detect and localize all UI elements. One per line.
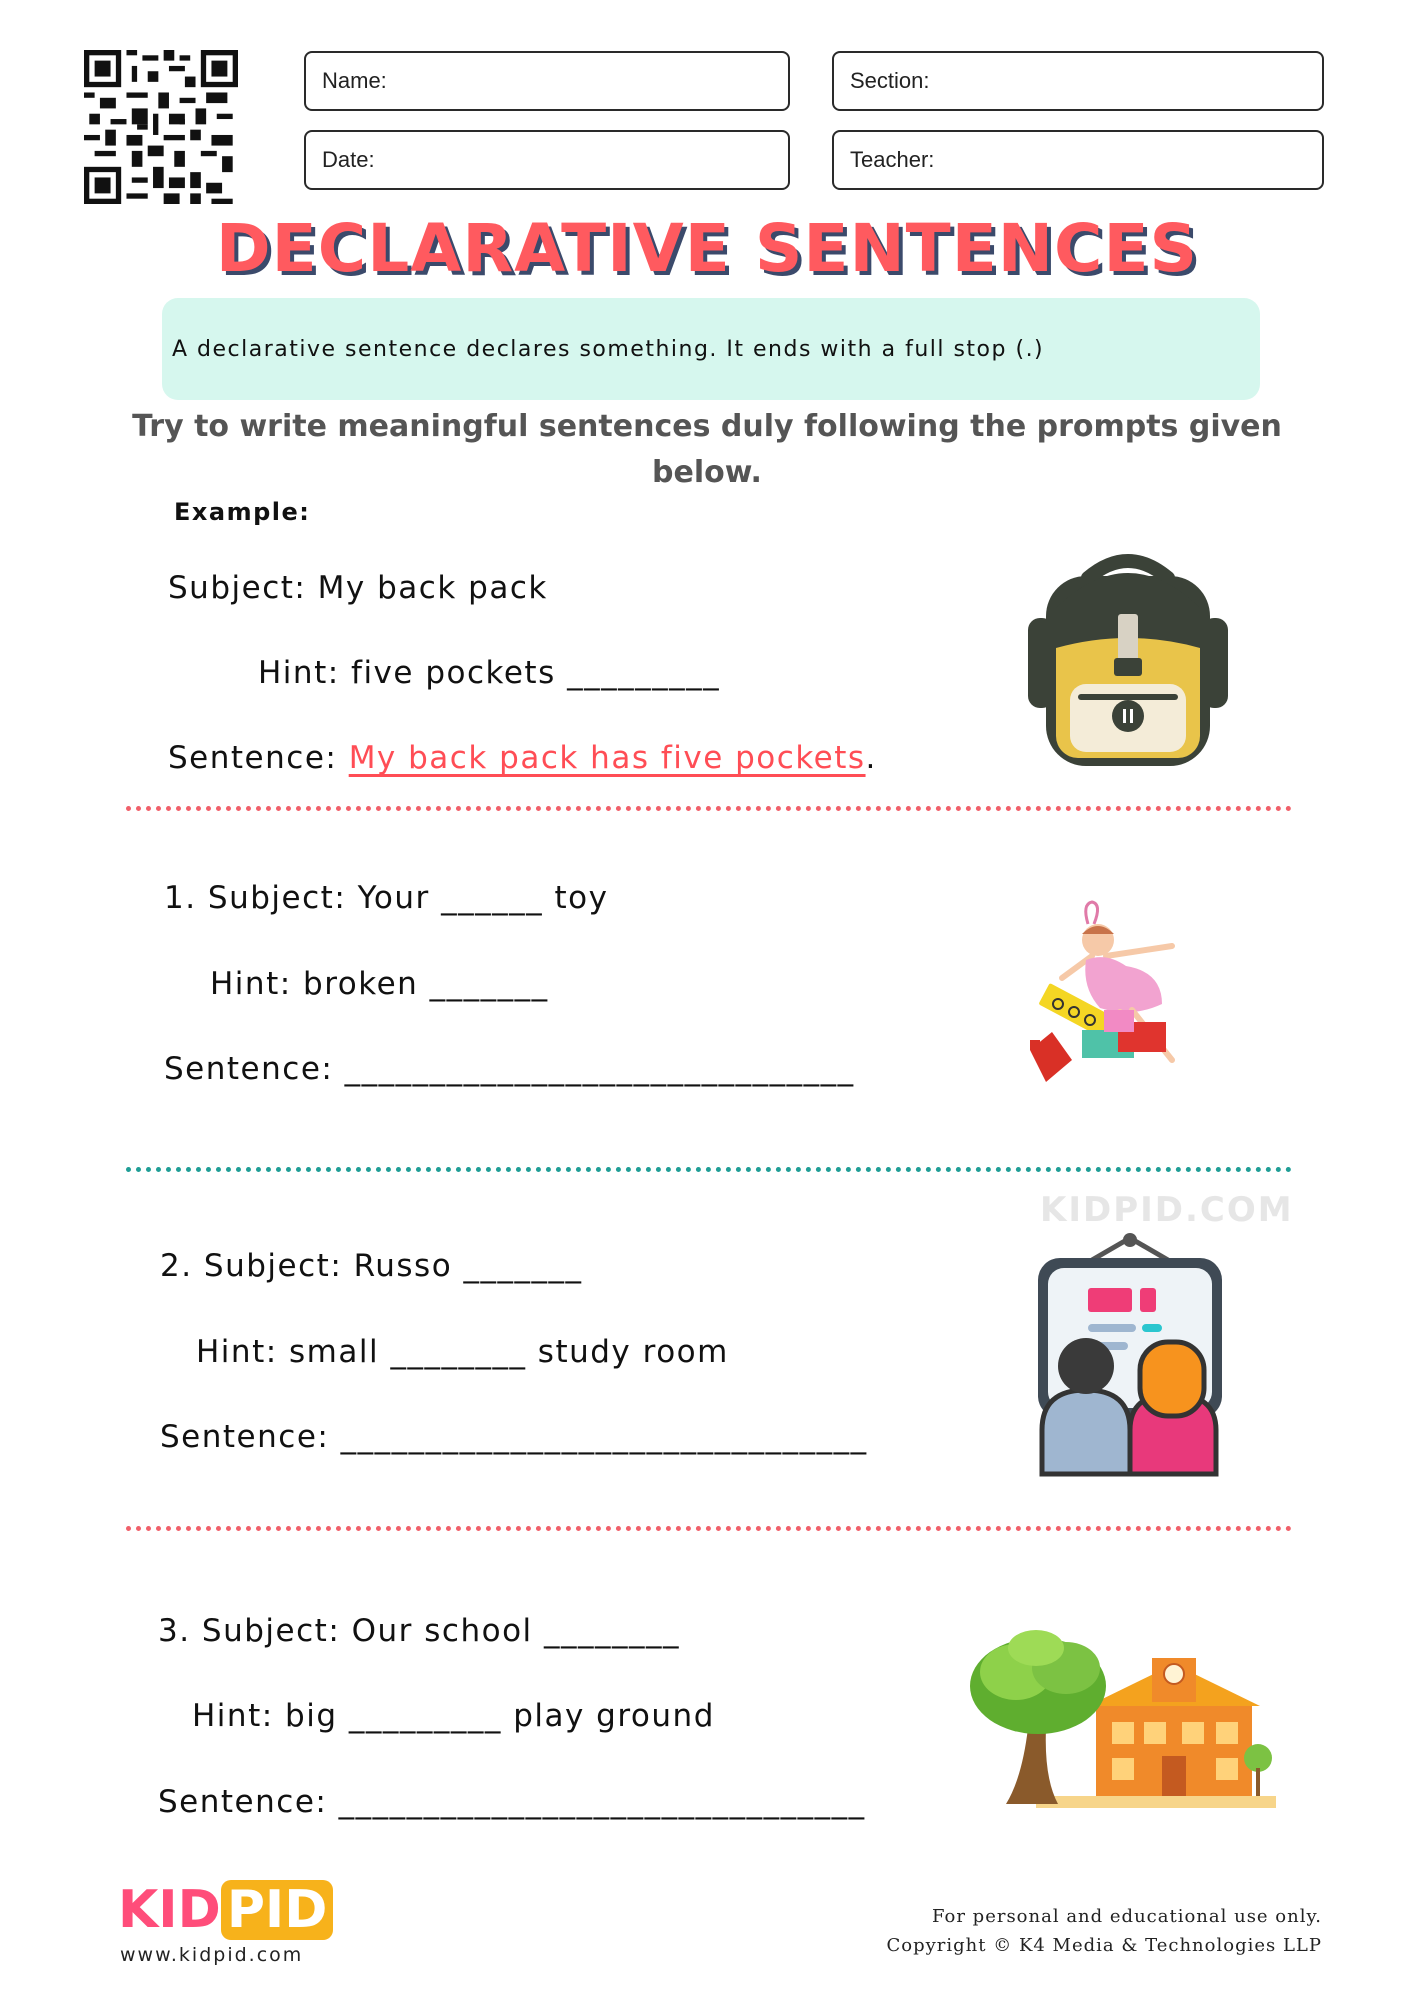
date-field[interactable]: Date: <box>304 130 790 190</box>
backpack-icon <box>1022 548 1234 770</box>
footer-line-2: Copyright © K4 Media & Technologies LLP <box>886 1935 1322 1956</box>
name-field[interactable]: Name: <box>304 51 790 111</box>
example-label: Example: <box>174 498 311 526</box>
example-subject: Subject: My back pack <box>168 570 548 606</box>
teacher-field[interactable]: Teacher: <box>832 130 1324 190</box>
qr-code-icon <box>84 50 238 204</box>
school-tree-icon <box>966 1628 1280 1812</box>
footer-line-1: For personal and educational use only. <box>932 1906 1322 1927</box>
footer-note <box>886 1902 1322 1960</box>
exercise-2-sentence[interactable]: Sentence: _______________________________ <box>160 1419 868 1455</box>
exercise-1-subject: 1. Subject: Your ______ toy <box>164 880 609 916</box>
exercise-2-subject: 2. Subject: Russo _______ <box>160 1248 583 1284</box>
exercise-1-hint: Hint: broken _______ <box>210 966 549 1002</box>
example-answer: My back pack has five pockets <box>348 740 866 776</box>
section-field[interactable]: Section: <box>832 51 1324 111</box>
page-title: DECLARATIVE SENTENCES <box>215 210 1199 287</box>
watermark: KIDPID.COM <box>1040 1190 1294 1230</box>
divider-teal <box>126 1167 1292 1172</box>
toy-icon <box>1022 900 1208 1100</box>
exercise-2-hint: Hint: small ________ study room <box>196 1334 729 1370</box>
logo-pid: PID <box>221 1880 334 1940</box>
divider-red-2 <box>126 1526 1292 1531</box>
exercise-3-subject: 3. Subject: Our school ________ <box>158 1613 681 1649</box>
sentence-label: Sentence: <box>168 740 349 776</box>
kidpid-logo <box>118 1880 333 1940</box>
exercise-1-sentence[interactable]: Sentence: ______________________________ <box>164 1051 855 1087</box>
brand-url[interactable]: www.kidpid.com <box>120 1944 304 1966</box>
divider-red-1 <box>126 806 1292 811</box>
exercise-3-sentence[interactable]: Sentence: _______________________________ <box>158 1784 866 1820</box>
classroom-board-icon <box>1032 1230 1228 1478</box>
definition-text: A declarative sentence declares something. It ends with a full stop (.) <box>172 336 1045 362</box>
sentence-end: . <box>865 740 877 776</box>
instructions: Try to write meaningful sentences duly following the prompts given below. <box>132 409 1282 490</box>
exercise-3-hint: Hint: big _________ play ground <box>192 1698 715 1734</box>
definition-box <box>162 298 1260 400</box>
example-hint: Hint: five pockets _________ <box>258 655 721 691</box>
example-sentence <box>168 740 877 776</box>
logo-kid: KID <box>118 1880 221 1940</box>
